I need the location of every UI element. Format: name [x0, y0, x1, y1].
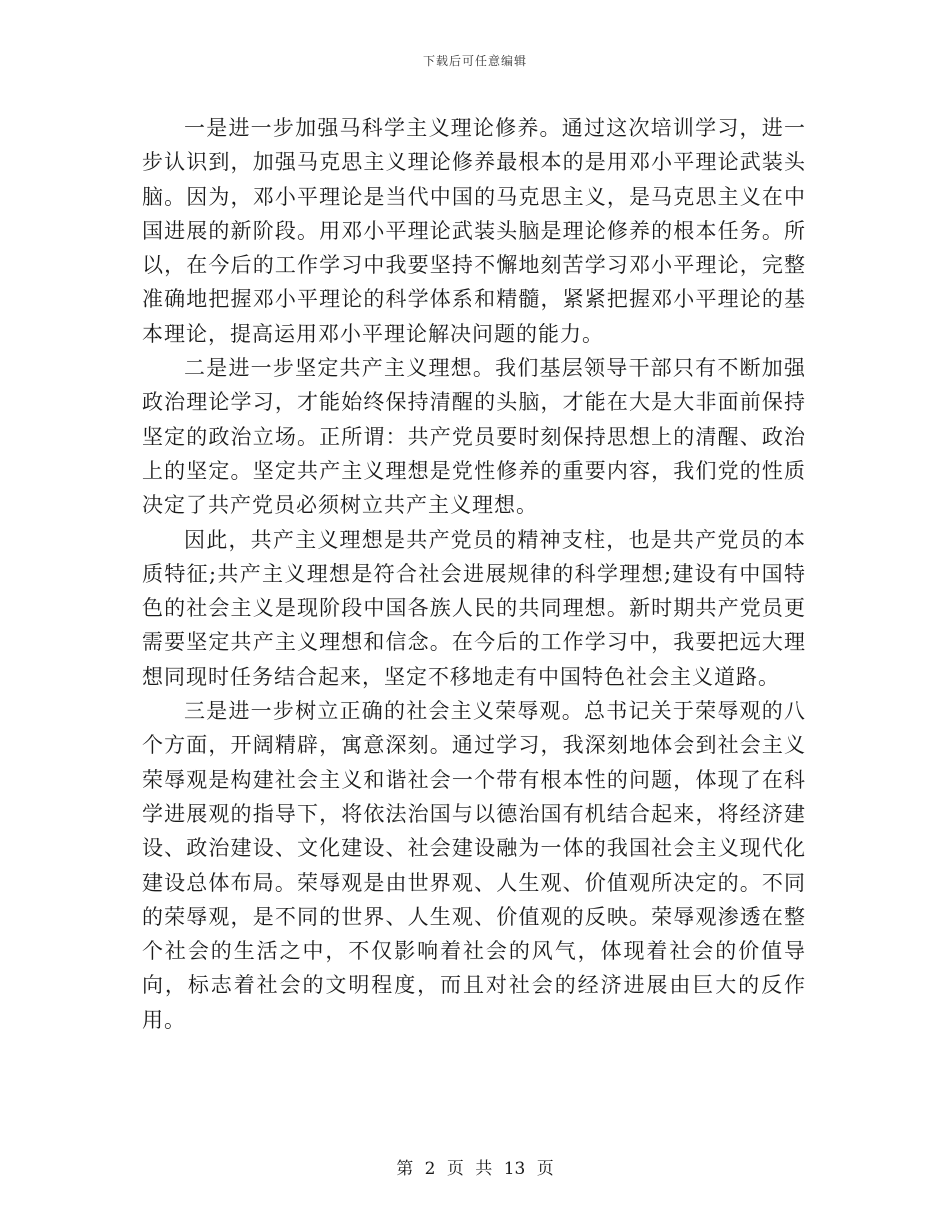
page-header: 下载后可任意编辑: [422, 54, 527, 68]
paragraph-3: 因此，共产主义理想是共产党员的精神支柱，也是共产党员的本质特征;共产主义理想是符合社会进展规律的科学理想;建设有中国特色的社会主义是现阶段中国各族人民的共同理想。新时期共产党员更需要坚定共产主义理想和信念。在今后的工作学习中，我要把远大理想同现时任务结合起来，坚定不移地走有中国特色社会主义道路。: [142, 527, 806, 689]
page-number-footer: 第 2 页 共 13 页: [396, 1159, 554, 1179]
document-body: [142, 111, 806, 1037]
paragraph-2: 二是进一步坚定共产主义理想。我们基层领导干部只有不断加强政治理论学习，才能始终保持清醒的头脑，才能在大是大非面前保持坚定的政治立场。正所谓：共产党员要时刻保持思想上的清醒、政治上的坚定。坚定共产主义理想是党性修养的重要内容，我们党的性质决定了共产党员必须树立共产主义理想。: [142, 356, 806, 518]
paragraph-4: 三是进一步树立正确的社会主义荣辱观。总书记关于荣辱观的八个方面，开阔精辟，寓意深刻。通过学习，我深刻地体会到社会主义荣辱观是构建社会主义和谐社会一个带有根本性的问题，体现了在科学进展观的指导下，将依法治国与以德治国有机结合起来，将经济建设、政治建设、文化建设、社会建设融为一体的我国社会主义现代化建设总体布局。荣辱观是由世界观、人生观、价值观所决定的。不同的荣辱观，是不同的世界、人生观、价值观的反映。荣辱观渗透在整个社会的生活之中，不仅影响着社会的风气，体现着社会的价值导向，标志着社会的文明程度，而且对社会的经济进展由巨大的反作用。: [142, 699, 806, 1032]
paragraph-1: 一是进一步加强马科学主义理论修养。通过这次培训学习，进一步认识到，加强马克思主义理论修养最根本的是用邓小平理论武装头脑。因为，邓小平理论是当代中国的马克思主义，是马克思主义在中国进展的新阶段。用邓小平理论武装头脑是理论修养的根本任务。所以，在今后的工作学习中我要坚持不懈地刻苦学习邓小平理论，完整准确地把握邓小平理论的科学体系和精髓，紧紧把握邓小平理论的基本理论，提高运用邓小平理论解决问题的能力。: [142, 116, 806, 346]
